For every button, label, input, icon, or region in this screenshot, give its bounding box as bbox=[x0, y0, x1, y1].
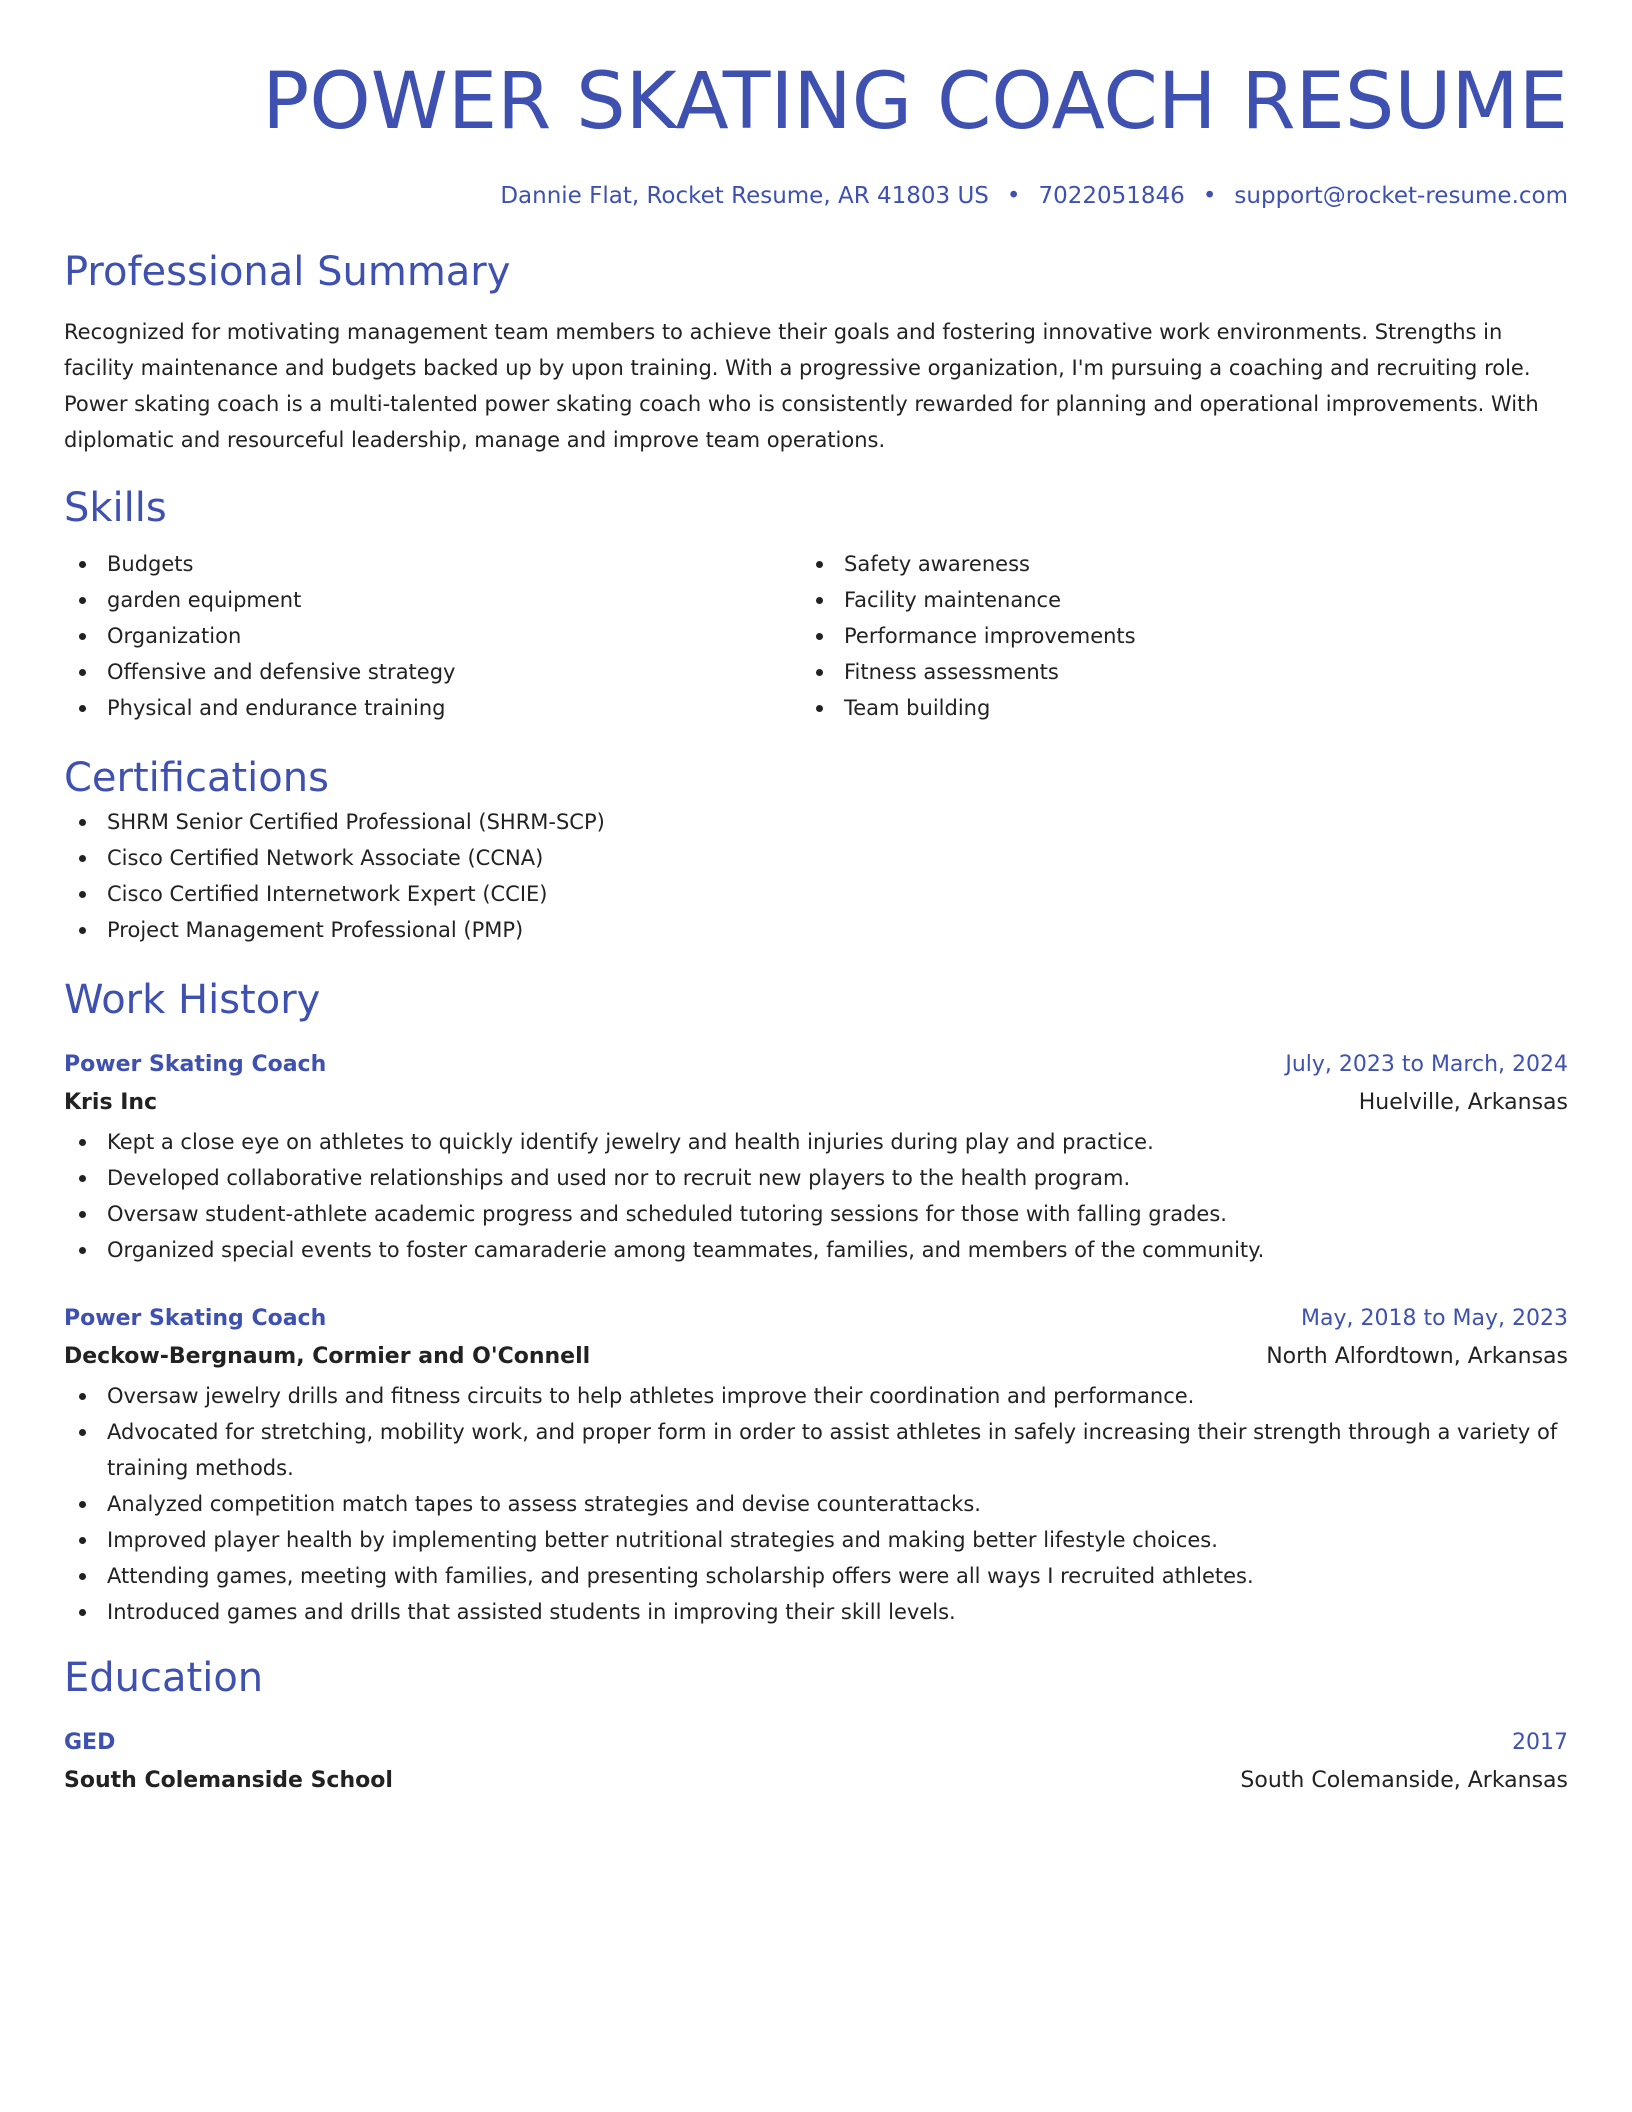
skill-label: garden equipment bbox=[107, 588, 302, 612]
skills-section bbox=[64, 482, 1568, 726]
contact-phone: 7022051846 bbox=[1038, 183, 1185, 209]
skill-label: Team building bbox=[844, 696, 991, 720]
bullet-icon bbox=[79, 1573, 86, 1580]
job-bullet-text: Oversaw jewelry drills and fitness circuits to help athletes improve their coordination and performance. bbox=[107, 1384, 1195, 1408]
contact-separator: • bbox=[1202, 183, 1217, 209]
bullet-icon bbox=[79, 891, 86, 898]
skill-label: Organization bbox=[107, 624, 242, 648]
job-location: Huelville, Arkansas bbox=[1358, 1090, 1568, 1115]
bullet-icon bbox=[816, 633, 823, 640]
certifications-heading: Certifications bbox=[64, 755, 329, 801]
skill-label: Budgets bbox=[107, 552, 194, 576]
skill-label: Offensive and defensive strategy bbox=[107, 660, 456, 684]
skill-label: Physical and endurance training bbox=[107, 696, 446, 720]
work-history-section bbox=[64, 974, 1568, 1630]
bullet-icon bbox=[79, 1537, 86, 1544]
education-year: 2017 bbox=[1512, 1730, 1568, 1755]
bullet-icon bbox=[79, 855, 86, 862]
education-heading: Education bbox=[64, 1655, 264, 1701]
skills-grid bbox=[64, 546, 1568, 726]
education-school: South Colemanside School bbox=[64, 1768, 393, 1793]
job-title: Power Skating Coach bbox=[64, 1052, 327, 1077]
job-company-row bbox=[64, 1336, 1568, 1378]
list-item bbox=[64, 912, 1568, 948]
job-company-row bbox=[64, 1082, 1568, 1124]
work-history-heading: Work History bbox=[64, 977, 321, 1023]
bullet-icon bbox=[79, 597, 86, 604]
bullet-icon bbox=[79, 927, 86, 934]
bullet-icon bbox=[79, 1393, 86, 1400]
job-company: Deckow-Bergnaum, Cormier and O'Connell bbox=[64, 1344, 591, 1369]
job-header-row bbox=[64, 1302, 1568, 1336]
job-bullet-text: Improved player health by implementing better nutritional strategies and making better lifestyle choices. bbox=[107, 1528, 1218, 1552]
bullet-icon bbox=[79, 1175, 86, 1182]
job-company: Kris Inc bbox=[64, 1090, 158, 1115]
bullet-icon bbox=[79, 1247, 86, 1254]
job-bullets bbox=[64, 1124, 1568, 1268]
job-title: Power Skating Coach bbox=[64, 1306, 327, 1331]
list-item bbox=[64, 1124, 1568, 1160]
bullet-icon bbox=[816, 561, 823, 568]
job-entry bbox=[64, 1302, 1568, 1630]
page-title: POWER SKATING COACH RESUME bbox=[262, 57, 1568, 147]
bullet-icon bbox=[816, 705, 823, 712]
contact-line bbox=[64, 180, 1568, 212]
list-item bbox=[64, 654, 801, 690]
list-item bbox=[64, 1378, 1568, 1414]
summary-heading: Professional Summary bbox=[64, 249, 511, 295]
list-item bbox=[64, 1486, 1568, 1522]
job-bullet-text: Oversaw student-athlete academic progress and scheduled tutoring sessions for those with falling grades. bbox=[107, 1202, 1227, 1226]
list-item bbox=[64, 840, 1568, 876]
bullet-icon bbox=[79, 633, 86, 640]
education-location: South Colemanside, Arkansas bbox=[1240, 1768, 1568, 1793]
list-item bbox=[801, 582, 1538, 618]
bullet-icon bbox=[79, 819, 86, 826]
list-item bbox=[801, 618, 1538, 654]
education-school-row bbox=[64, 1760, 1568, 1802]
job-bullet-text: Analyzed competition match tapes to assess strategies and devise counterattacks. bbox=[107, 1492, 981, 1516]
job-bullets bbox=[64, 1378, 1568, 1630]
bullet-icon bbox=[79, 1609, 86, 1616]
job-location: North Alfordtown, Arkansas bbox=[1266, 1344, 1568, 1369]
education-entry bbox=[64, 1726, 1568, 1802]
job-bullet-text: Introduced games and drills that assisted students in improving their skill levels. bbox=[107, 1600, 956, 1624]
bullet-icon bbox=[816, 597, 823, 604]
job-dates: May, 2018 to May, 2023 bbox=[1301, 1306, 1568, 1331]
list-item bbox=[64, 804, 1568, 840]
job-bullet-text: Developed collaborative relationships and used nor to recruit new players to the health program. bbox=[107, 1166, 1131, 1190]
certification-label: Cisco Certified Internetwork Expert (CCIE) bbox=[107, 882, 548, 906]
skill-label: Fitness assessments bbox=[844, 660, 1059, 684]
job-bullet-text: Advocated for stretching, mobility work, and proper form in order to assist athletes in safely increasing their strength through a variety of training methods. bbox=[107, 1420, 1558, 1480]
summary-text: Recognized for motivating management team members to achieve their goals and fostering innovative work environments. Strengths in facility maintenance and budgets backed up by upon training. With a progressive organization, I'm pursuing a coaching and recruiting role. Power skating coach is a multi-talented power skating coach who is consistently rewarded for planning and operational improvements. With diplomatic and resourceful leadership, manage and improve team operations. bbox=[64, 320, 1539, 452]
certifications-list bbox=[64, 804, 1568, 948]
skills-list-left bbox=[64, 546, 801, 726]
bullet-icon bbox=[79, 669, 86, 676]
list-item bbox=[801, 654, 1538, 690]
skill-label: Facility maintenance bbox=[844, 588, 1061, 612]
contact-separator: • bbox=[1006, 183, 1021, 209]
certification-label: Cisco Certified Network Associate (CCNA) bbox=[107, 846, 544, 870]
skills-heading: Skills bbox=[64, 485, 167, 531]
certifications-section bbox=[64, 752, 1568, 948]
job-bullet-text: Organized special events to foster camaraderie among teammates, families, and members of the community. bbox=[107, 1238, 1265, 1262]
education-section bbox=[64, 1652, 1568, 1802]
list-item bbox=[64, 1522, 1568, 1558]
list-item bbox=[64, 1414, 1568, 1486]
bullet-icon bbox=[79, 1139, 86, 1146]
skills-column-right bbox=[801, 546, 1538, 726]
list-item bbox=[64, 1160, 1568, 1196]
job-dates: July, 2023 to March, 2024 bbox=[1285, 1052, 1568, 1077]
bullet-icon bbox=[79, 1501, 86, 1508]
skill-label: Performance improvements bbox=[844, 624, 1136, 648]
education-header-row bbox=[64, 1726, 1568, 1760]
list-item bbox=[64, 876, 1568, 912]
bullet-icon bbox=[79, 1211, 86, 1218]
summary-section bbox=[64, 246, 1568, 458]
list-item bbox=[64, 690, 801, 726]
list-item bbox=[64, 546, 801, 582]
bullet-icon bbox=[79, 1429, 86, 1436]
bullet-icon bbox=[816, 669, 823, 676]
list-item bbox=[801, 546, 1538, 582]
skills-list-right bbox=[801, 546, 1538, 726]
contact-email: support@rocket-resume.com bbox=[1234, 183, 1568, 209]
list-item bbox=[64, 582, 801, 618]
job-entry bbox=[64, 1048, 1568, 1268]
list-item bbox=[64, 1196, 1568, 1232]
bullet-icon bbox=[79, 705, 86, 712]
job-bullet-text: Attending games, meeting with families, and presenting scholarship offers were all ways I recruited athletes. bbox=[107, 1564, 1254, 1588]
contact-address: Dannie Flat, Rocket Resume, AR 41803 US bbox=[500, 183, 989, 209]
list-item bbox=[64, 1232, 1568, 1268]
list-item bbox=[64, 1558, 1568, 1594]
certification-label: Project Management Professional (PMP) bbox=[107, 918, 524, 942]
education-degree: GED bbox=[64, 1730, 116, 1755]
certification-label: SHRM Senior Certified Professional (SHRM-SCP) bbox=[107, 810, 605, 834]
list-item bbox=[64, 618, 801, 654]
bullet-icon bbox=[79, 561, 86, 568]
skills-column-left bbox=[64, 546, 801, 726]
list-item bbox=[64, 1594, 1568, 1630]
list-item bbox=[801, 690, 1538, 726]
skill-label: Safety awareness bbox=[844, 552, 1030, 576]
job-header-row bbox=[64, 1048, 1568, 1082]
job-bullet-text: Kept a close eye on athletes to quickly identify jewelry and health injuries during play and practice. bbox=[107, 1130, 1154, 1154]
